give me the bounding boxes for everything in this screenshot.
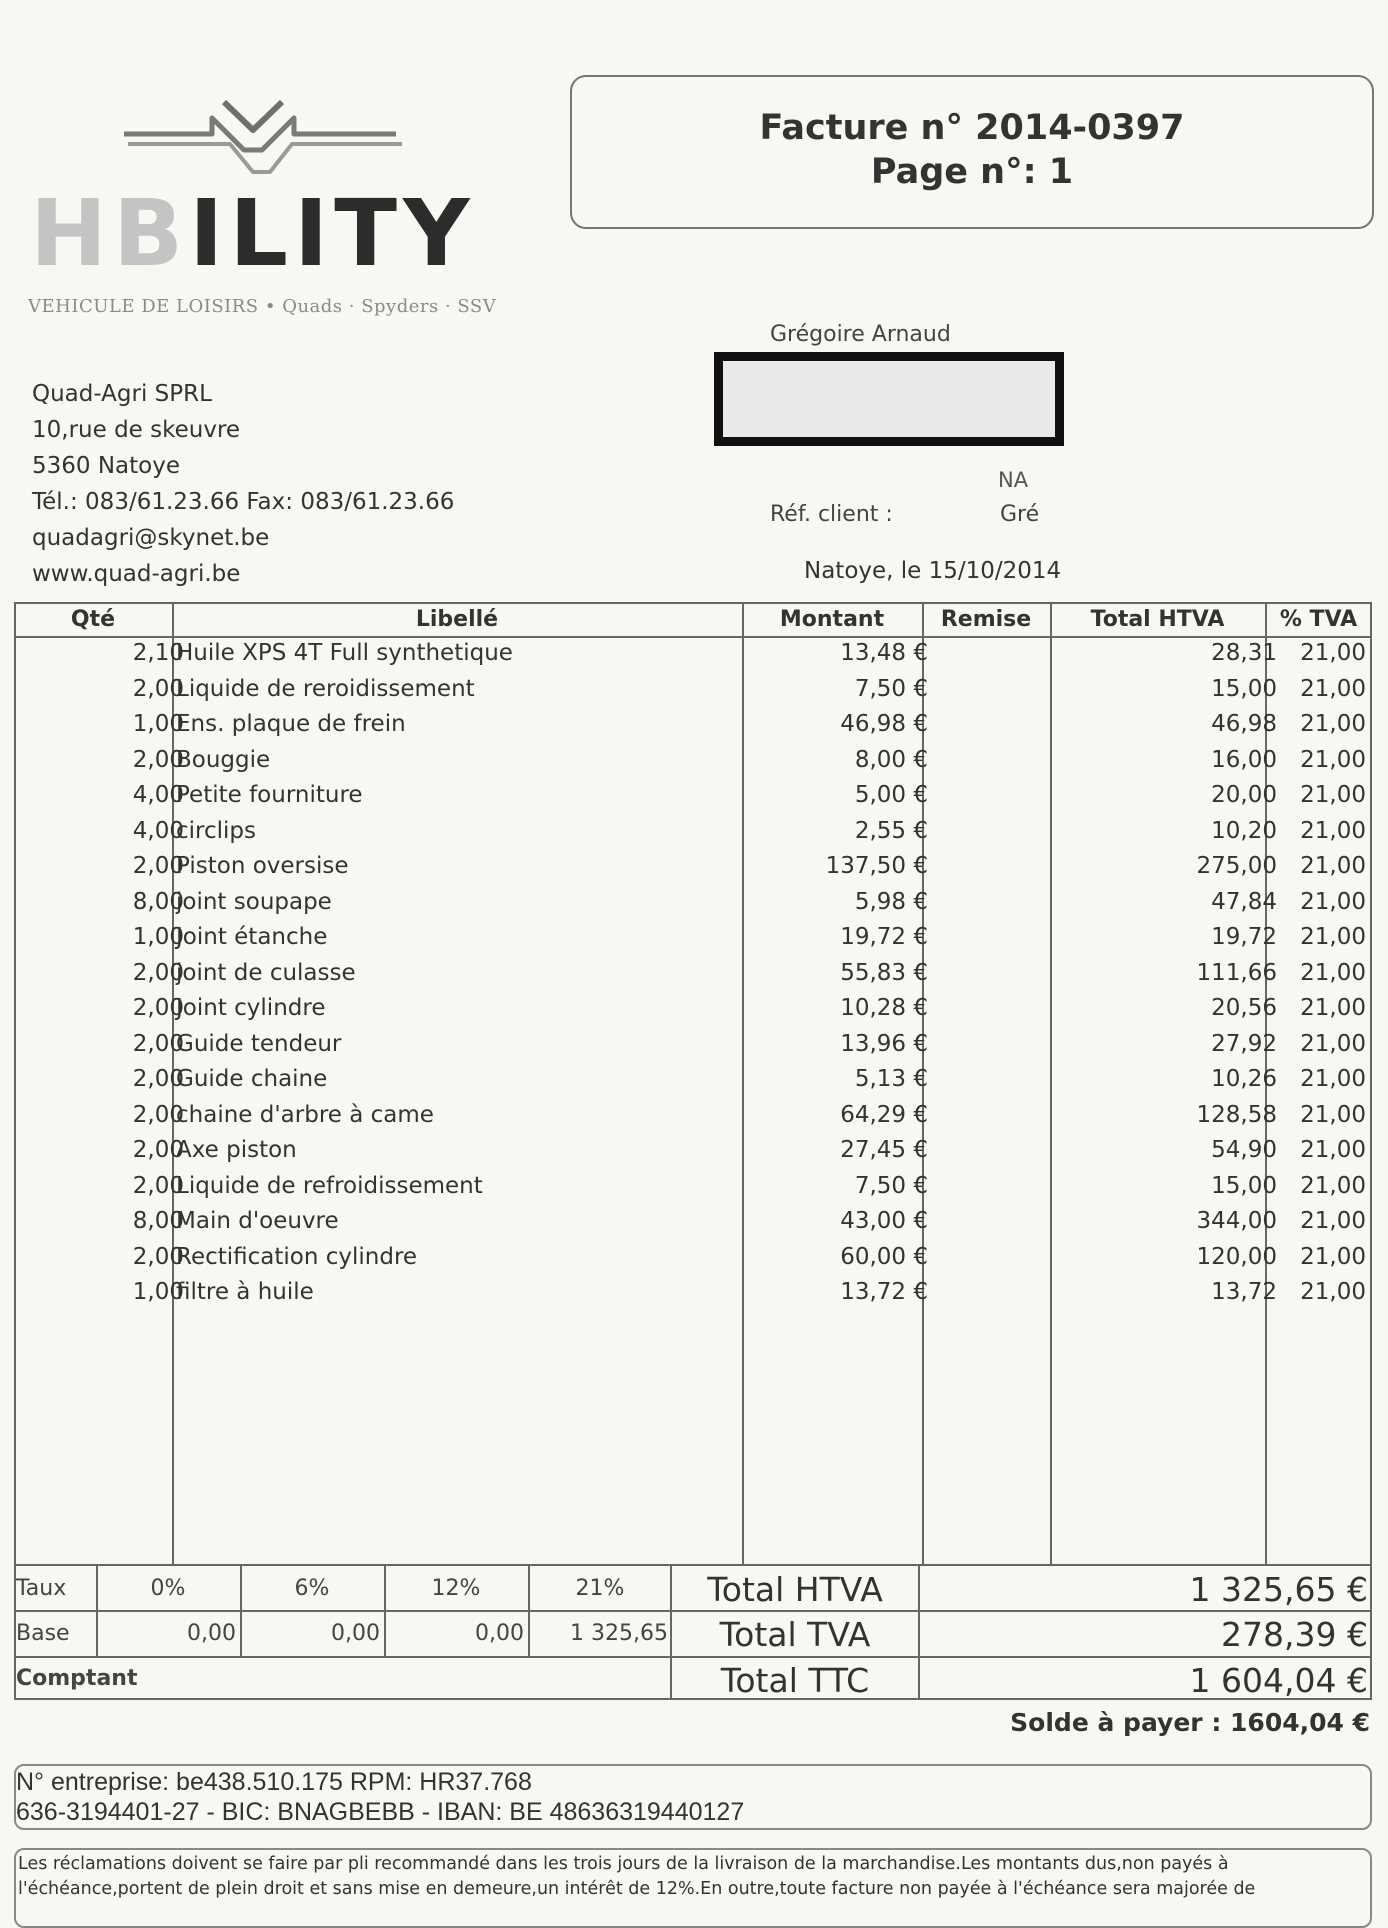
row-label: Liquide de reroidissement bbox=[176, 675, 475, 702]
row-amount: 13,72 € bbox=[840, 1279, 928, 1305]
row-label: Bouggie bbox=[176, 746, 271, 773]
tax-row-divider bbox=[14, 1656, 672, 1658]
row-qty: 1,00 bbox=[132, 1279, 184, 1305]
balance-due: Solde à payer : 1604,04 € bbox=[1010, 1708, 1370, 1737]
sender-phone: Tél.: 083/61.23.66 Fax: 083/61.23.66 bbox=[32, 489, 455, 515]
total-tva-value: 278,39 € bbox=[1221, 1615, 1368, 1654]
header-qty: Qté bbox=[70, 607, 116, 632]
row-amount: 27,45 € bbox=[840, 1137, 928, 1163]
bank-account: 636-3194401-27 - BIC: BNAGBEBB - IBAN: BE 48636319440127 bbox=[16, 1798, 745, 1826]
row-total-htva: 275,00 bbox=[1196, 853, 1277, 879]
sender-email: quadagri@skynet.be bbox=[32, 525, 270, 551]
header-vat-pct: % TVA bbox=[1279, 607, 1358, 632]
row-total-htva: 15,00 bbox=[1211, 675, 1277, 702]
row-total-htva: 46,98 bbox=[1211, 711, 1277, 737]
table-row bbox=[14, 1242, 1372, 1278]
sender-city: 5360 Natoye bbox=[32, 453, 180, 479]
invoice-page-number: Page n°: 1 bbox=[870, 152, 1074, 192]
tax-rate: 0% bbox=[150, 1576, 186, 1601]
row-amount: 7,50 € bbox=[854, 675, 928, 702]
table-row bbox=[14, 816, 1372, 852]
table-row bbox=[14, 887, 1372, 923]
row-amount: 64,29 € bbox=[840, 1101, 928, 1128]
invoice-number: Facture n° 2014-0397 bbox=[759, 108, 1185, 148]
row-amount: 5,00 € bbox=[854, 782, 928, 808]
row-label: Piston oversise bbox=[176, 853, 349, 879]
table-row bbox=[14, 1064, 1372, 1100]
legal-terms-line: l'échéance,portent de plein droit et sans mise en demeure,un intérêt de 12%.En outre,toute facture non payée à l'échéance sera majorée de bbox=[18, 1879, 1256, 1899]
row-vat-pct: 21,00 bbox=[1300, 675, 1366, 702]
header-discount: Remise bbox=[940, 607, 1032, 632]
table-row bbox=[14, 780, 1372, 816]
client-na: NA bbox=[998, 468, 1029, 492]
sender-address bbox=[32, 376, 454, 592]
row-total-htva: 10,26 bbox=[1211, 1066, 1277, 1092]
row-vat-pct: 21,00 bbox=[1300, 1172, 1366, 1199]
row-label: chaine d'arbre à came bbox=[176, 1101, 434, 1128]
row-qty: 8,00 bbox=[132, 888, 184, 915]
row-label: Main d'oeuvre bbox=[176, 1208, 339, 1234]
total-htva-label: Total HTVA bbox=[707, 1570, 883, 1609]
tax-rate: 21% bbox=[575, 1576, 625, 1601]
row-vat-pct: 21,00 bbox=[1300, 1243, 1366, 1270]
client-ref-label: Réf. client : bbox=[770, 502, 893, 527]
row-label: Huile XPS 4T Full synthetique bbox=[176, 640, 513, 666]
row-amount: 5,98 € bbox=[854, 888, 928, 915]
row-total-htva: 54,90 bbox=[1211, 1137, 1277, 1163]
tax-base: 0,00 bbox=[331, 1621, 380, 1646]
row-qty: 2,00 bbox=[132, 1066, 184, 1092]
row-total-htva: 15,00 bbox=[1211, 1172, 1277, 1199]
totals-col-divider bbox=[918, 1566, 920, 1700]
row-amount: 5,13 € bbox=[854, 1066, 928, 1092]
row-label: Rectification cylindre bbox=[176, 1243, 418, 1270]
row-qty: 2,00 bbox=[132, 746, 184, 773]
row-total-htva: 120,00 bbox=[1196, 1243, 1277, 1270]
row-vat-pct: 21,00 bbox=[1300, 1030, 1366, 1057]
row-vat-pct: 21,00 bbox=[1300, 1279, 1366, 1305]
row-qty: 1,00 bbox=[132, 711, 184, 737]
table-row bbox=[14, 1171, 1372, 1207]
row-vat-pct: 21,00 bbox=[1300, 746, 1366, 773]
row-vat-pct: 21,00 bbox=[1300, 640, 1366, 666]
row-total-htva: 20,56 bbox=[1211, 995, 1277, 1021]
row-label: Guide tendeur bbox=[176, 1030, 342, 1057]
tax-rate: 6% bbox=[294, 1576, 330, 1601]
row-vat-pct: 21,00 bbox=[1300, 711, 1366, 737]
invoice-date: Natoye, le 15/10/2014 bbox=[804, 558, 1062, 584]
table-row bbox=[14, 709, 1372, 745]
row-total-htva: 27,92 bbox=[1211, 1030, 1277, 1057]
row-total-htva: 16,00 bbox=[1211, 746, 1277, 773]
row-label: Ens. plaque de frein bbox=[176, 711, 406, 737]
row-total-htva: 10,20 bbox=[1211, 817, 1277, 844]
totals-row-divider bbox=[672, 1610, 1372, 1612]
row-label: circlips bbox=[176, 817, 256, 844]
table-row bbox=[14, 1100, 1372, 1136]
table-row bbox=[14, 1277, 1372, 1313]
row-qty: 2,00 bbox=[132, 853, 184, 879]
company-tagline: VEHICULE DE LOISIRS • Quads · Spyders · SSV bbox=[28, 296, 497, 317]
row-amount: 137,50 € bbox=[825, 853, 928, 879]
row-vat-pct: 21,00 bbox=[1300, 782, 1366, 808]
row-total-htva: 344,00 bbox=[1196, 1208, 1277, 1234]
tax-base: 1 325,65 bbox=[570, 1621, 668, 1646]
table-row bbox=[14, 1206, 1372, 1242]
legal-terms-line: Les réclamations doivent se faire par pli recommandé dans les trois jours de la livraison de la marchandise.Les montants dus,non payés à bbox=[18, 1854, 1229, 1874]
row-total-htva: 128,58 bbox=[1196, 1101, 1277, 1128]
row-label: Joint étanche bbox=[176, 924, 328, 950]
row-label: Joint cylindre bbox=[176, 995, 326, 1021]
row-qty: 2,00 bbox=[132, 675, 184, 702]
logo-light-letters: HB bbox=[30, 180, 190, 287]
table-row bbox=[14, 674, 1372, 710]
row-amount: 46,98 € bbox=[840, 711, 928, 737]
row-qty: 2,00 bbox=[132, 995, 184, 1021]
row-qty: 4,00 bbox=[132, 817, 184, 844]
row-total-htva: 13,72 bbox=[1211, 1279, 1277, 1305]
company-logo-wordmark bbox=[30, 180, 476, 287]
header-label: Libellé bbox=[415, 607, 499, 632]
sender-street: 10,rue de skeuvre bbox=[32, 417, 241, 443]
total-htva-value: 1 325,65 € bbox=[1189, 1570, 1368, 1609]
row-qty: 2,00 bbox=[132, 1101, 184, 1128]
logo-dark-letters: ILITY bbox=[189, 180, 476, 287]
sender-website: www.quad-agri.be bbox=[32, 561, 241, 587]
table-row bbox=[14, 993, 1372, 1029]
company-logo-icon bbox=[120, 72, 410, 182]
row-qty: 2,10 bbox=[132, 640, 184, 666]
row-qty: 2,00 bbox=[132, 1243, 184, 1270]
tax-base-label: Base bbox=[16, 1621, 70, 1646]
row-label: joint soupape bbox=[176, 888, 332, 915]
table-row bbox=[14, 1135, 1372, 1171]
row-vat-pct: 21,00 bbox=[1300, 924, 1366, 950]
client-ref-value: Gré bbox=[1000, 502, 1040, 527]
table-row bbox=[14, 958, 1372, 994]
legal-terms bbox=[18, 1852, 1366, 1902]
tax-row-divider bbox=[14, 1610, 672, 1612]
row-total-htva: 111,66 bbox=[1196, 959, 1277, 986]
row-vat-pct: 21,00 bbox=[1300, 853, 1366, 879]
row-vat-pct: 21,00 bbox=[1300, 959, 1366, 986]
table-row bbox=[14, 745, 1372, 781]
company-registration: N° entreprise: be438.510.175 RPM: HR37.768 bbox=[16, 1768, 532, 1796]
row-vat-pct: 21,00 bbox=[1300, 1101, 1366, 1128]
row-vat-pct: 21,00 bbox=[1300, 1066, 1366, 1092]
row-vat-pct: 21,00 bbox=[1300, 888, 1366, 915]
row-vat-pct: 21,00 bbox=[1300, 995, 1366, 1021]
row-amount: 55,83 € bbox=[840, 959, 928, 986]
row-total-htva: 28,31 bbox=[1211, 640, 1277, 666]
tax-base: 0,00 bbox=[187, 1621, 236, 1646]
sender-name: Quad-Agri SPRL bbox=[32, 381, 212, 407]
row-amount: 2,55 € bbox=[854, 817, 928, 844]
header-total-htva: Total HTVA bbox=[1090, 607, 1225, 632]
table-row bbox=[14, 638, 1372, 674]
row-qty: 8,00 bbox=[132, 1208, 184, 1234]
payment-method: Comptant bbox=[16, 1666, 138, 1691]
table-row bbox=[14, 922, 1372, 958]
row-amount: 60,00 € bbox=[840, 1243, 928, 1270]
row-label: filtre à huile bbox=[176, 1279, 314, 1305]
total-tva-label: Total TVA bbox=[719, 1615, 871, 1654]
redacted-address-box bbox=[714, 352, 1064, 446]
tax-base: 0,00 bbox=[475, 1621, 524, 1646]
row-amount: 13,96 € bbox=[840, 1030, 928, 1057]
row-amount: 13,48 € bbox=[840, 640, 928, 666]
header-amount: Montant bbox=[779, 607, 885, 632]
row-vat-pct: 21,00 bbox=[1300, 1208, 1366, 1234]
row-qty: 4,00 bbox=[132, 782, 184, 808]
row-label: joint de culasse bbox=[176, 959, 356, 986]
row-vat-pct: 21,00 bbox=[1300, 817, 1366, 844]
row-amount: 10,28 € bbox=[840, 995, 928, 1021]
tax-rate-label: Taux bbox=[16, 1576, 67, 1601]
row-total-htva: 19,72 bbox=[1211, 924, 1277, 950]
row-label: Liquide de refroidissement bbox=[176, 1172, 483, 1199]
row-qty: 1,00 bbox=[132, 924, 184, 950]
row-total-htva: 47,84 bbox=[1211, 888, 1277, 915]
row-label: Axe piston bbox=[176, 1137, 297, 1163]
row-label: Petite fourniture bbox=[176, 782, 363, 808]
row-amount: 7,50 € bbox=[854, 1172, 928, 1199]
total-ttc-label: Total TTC bbox=[720, 1661, 870, 1700]
table-row bbox=[14, 1029, 1372, 1065]
row-label: Guide chaine bbox=[176, 1066, 328, 1092]
row-qty: 2,00 bbox=[132, 1030, 184, 1057]
row-amount: 19,72 € bbox=[840, 924, 928, 950]
client-name: Grégoire Arnaud bbox=[770, 322, 951, 347]
row-qty: 2,00 bbox=[132, 1172, 184, 1199]
totals-row-divider bbox=[672, 1656, 1372, 1658]
total-ttc-value: 1 604,04 € bbox=[1189, 1661, 1368, 1700]
row-total-htva: 20,00 bbox=[1211, 782, 1277, 808]
tax-rate: 12% bbox=[431, 1576, 481, 1601]
row-vat-pct: 21,00 bbox=[1300, 1137, 1366, 1163]
row-qty: 2,00 bbox=[132, 1137, 184, 1163]
table-row bbox=[14, 851, 1372, 887]
row-amount: 43,00 € bbox=[840, 1208, 928, 1234]
row-qty: 2,00 bbox=[132, 959, 184, 986]
row-amount: 8,00 € bbox=[854, 746, 928, 773]
